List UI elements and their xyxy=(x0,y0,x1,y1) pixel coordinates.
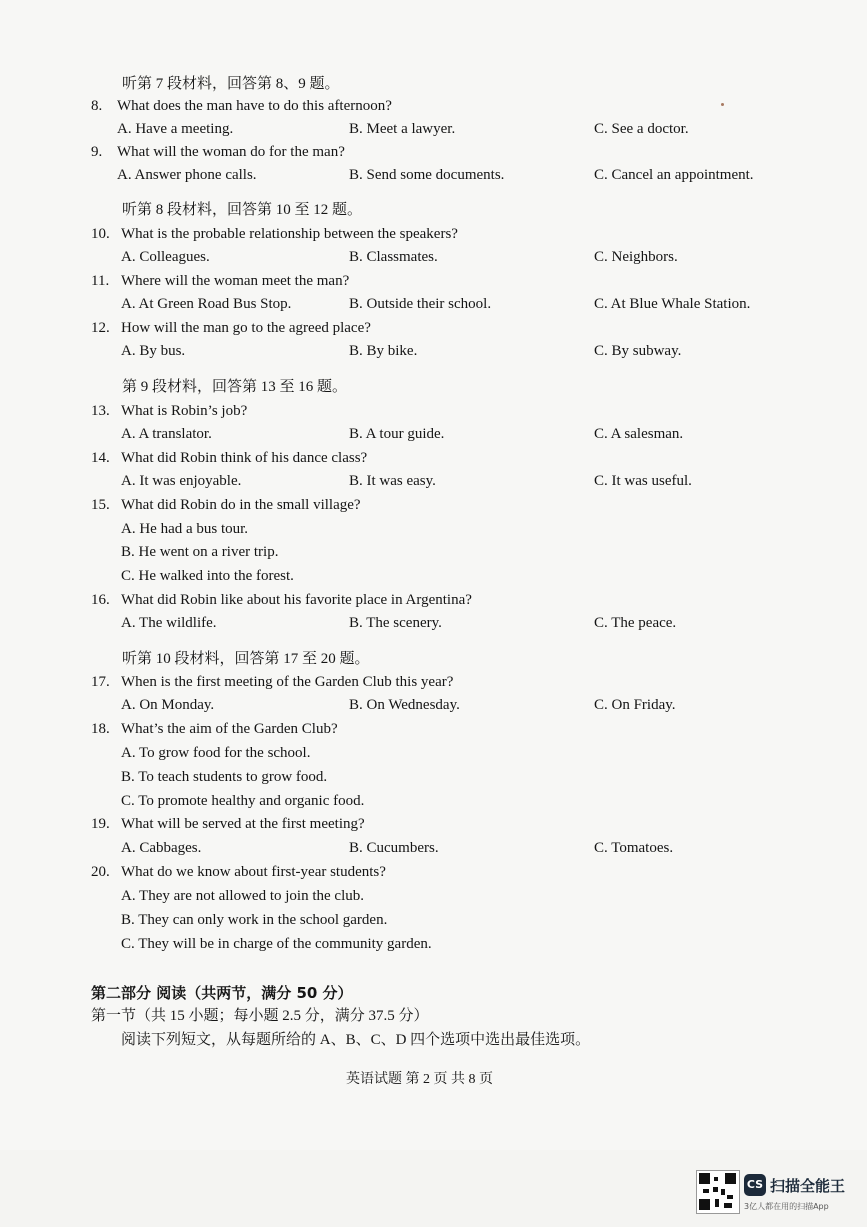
question-number: 8. xyxy=(91,98,103,114)
option-a: A. Cabbages. xyxy=(121,840,202,856)
option-b: B. On Wednesday. xyxy=(349,697,460,713)
option-b: B. Send some documents. xyxy=(349,167,505,183)
option-b: B. To teach students to grow food. xyxy=(121,769,328,785)
option-c: C. On Friday. xyxy=(594,697,676,713)
question-text: How will the man go to the agreed place? xyxy=(121,320,371,336)
option-c: C. The peace. xyxy=(594,615,677,631)
option-b: B. The scenery. xyxy=(349,615,442,631)
section-heading: 听第 10 段材料，回答第 17 至 20 题。 xyxy=(122,651,370,667)
option-b: B. Meet a lawyer. xyxy=(349,121,456,137)
option-a: A. By bus. xyxy=(121,343,186,359)
watermark-subtitle: 3亿人都在用的扫描App xyxy=(744,1202,829,1211)
option-b: B. He went on a river trip. xyxy=(121,544,279,560)
question-number: 12. xyxy=(91,320,110,336)
option-a: A. Answer phone calls. xyxy=(117,167,257,183)
section-heading: 第 9 段材料，回答第 13 至 16 题。 xyxy=(122,379,348,395)
option-c: C. A salesman. xyxy=(594,426,684,442)
option-a: A. Have a meeting. xyxy=(117,121,234,137)
question-number: 14. xyxy=(91,450,110,466)
section-heading: 听第 8 段材料，回答第 10 至 12 题。 xyxy=(122,202,363,218)
option-c: C. It was useful. xyxy=(594,473,692,489)
question-number: 13. xyxy=(91,403,110,419)
question-text: What is the probable relationship between the speakers? xyxy=(121,226,458,242)
option-a: A. The wildlife. xyxy=(121,615,217,631)
question-number: 19. xyxy=(91,816,110,832)
option-a: A. It was enjoyable. xyxy=(121,473,242,489)
scan-speck xyxy=(721,103,724,106)
option-c: C. See a doctor. xyxy=(594,121,689,137)
option-c: C. At Blue Whale Station. xyxy=(594,296,751,312)
camscanner-logo: CS xyxy=(744,1174,766,1196)
option-a: A. They are not allowed to join the club. xyxy=(121,888,364,904)
question-number: 20. xyxy=(91,864,110,880)
option-a: A. He had a bus tour. xyxy=(121,521,249,537)
question-number: 10. xyxy=(91,226,110,242)
question-text: What do we know about first-year students? xyxy=(121,864,386,880)
question-text: What will the woman do for the man? xyxy=(117,144,345,160)
option-c: C. By subway. xyxy=(594,343,682,359)
question-number: 17. xyxy=(91,674,110,690)
option-b: B. A tour guide. xyxy=(349,426,445,442)
question-number: 9. xyxy=(91,144,103,160)
question-text: What did Robin think of his dance class? xyxy=(121,450,368,466)
question-number: 18. xyxy=(91,721,110,737)
question-number: 11. xyxy=(91,273,110,289)
question-number: 15. xyxy=(91,497,110,513)
question-text: What does the man have to do this afternoon? xyxy=(117,98,392,114)
watermark-name: 扫描全能王 xyxy=(770,1177,846,1195)
option-c: C. He walked into the forest. xyxy=(121,568,294,584)
option-c: C. Neighbors. xyxy=(594,249,678,265)
section-title: 第一节（共 15 小题；每小题 2.5 分，满分 37.5 分） xyxy=(91,1008,429,1024)
option-a: A. To grow food for the school. xyxy=(121,745,311,761)
qr-code-icon xyxy=(696,1170,740,1214)
option-c: C. They will be in charge of the community garden. xyxy=(121,936,432,952)
section-heading: 听第 7 段材料，回答第 8、9 题。 xyxy=(122,76,340,92)
question-text: What did Robin do in the small village? xyxy=(121,497,361,513)
option-a: A. On Monday. xyxy=(121,697,215,713)
question-text: What will be served at the first meeting? xyxy=(121,816,365,832)
option-b: B. They can only work in the school garden. xyxy=(121,912,388,928)
option-c: C. Cancel an appointment. xyxy=(594,167,754,183)
question-text: What is Robin’s job? xyxy=(121,403,248,419)
question-text: When is the first meeting of the Garden Club this year? xyxy=(121,674,454,690)
question-text: What’s the aim of the Garden Club? xyxy=(121,721,338,737)
question-text: What did Robin like about his favorite place in Argentina? xyxy=(121,592,472,608)
option-a: A. Colleagues. xyxy=(121,249,210,265)
option-b: B. It was easy. xyxy=(349,473,436,489)
option-a: A. At Green Road Bus Stop. xyxy=(121,296,292,312)
option-b: B. Outside their school. xyxy=(349,296,492,312)
option-b: B. Classmates. xyxy=(349,249,438,265)
option-b: B. By bike. xyxy=(349,343,418,359)
question-text: Where will the woman meet the man? xyxy=(121,273,350,289)
page-footer: 英语试题 第 2 页 共 8 页 xyxy=(346,1072,493,1087)
instruction: 阅读下列短文，从每题所给的 A、B、C、D 四个选项中选出最佳选项。 xyxy=(121,1032,591,1048)
part-title: 第二部分 阅读（共两节，满分 50 分） xyxy=(91,984,353,1002)
option-c: C. Tomatoes. xyxy=(594,840,674,856)
question-number: 16. xyxy=(91,592,110,608)
option-b: B. Cucumbers. xyxy=(349,840,439,856)
option-c: C. To promote healthy and organic food. xyxy=(121,793,365,809)
option-a: A. A translator. xyxy=(121,426,212,442)
